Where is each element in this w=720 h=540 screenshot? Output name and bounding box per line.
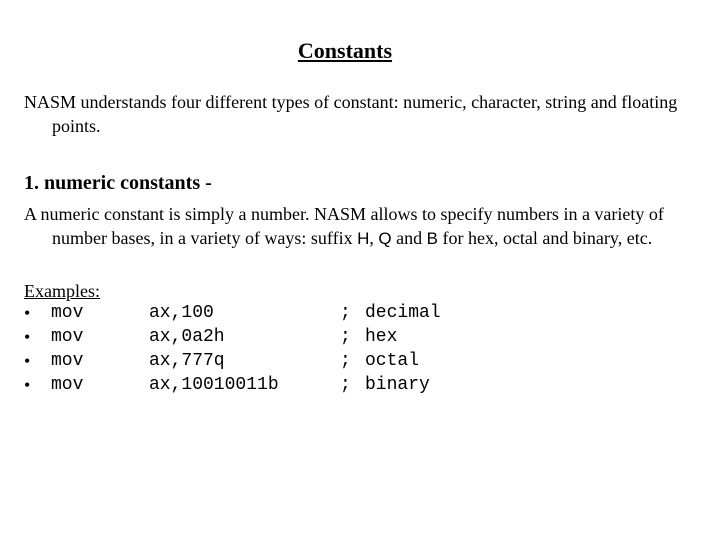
example-operands: ax,100: [149, 303, 214, 323]
example-comment: hex: [365, 327, 398, 347]
example-mnemonic: mov: [51, 303, 84, 323]
comment-separator: ;: [340, 303, 351, 323]
section-description: [24, 202, 720, 251]
comment-separator: ;: [340, 351, 351, 371]
bullet: •: [24, 327, 31, 347]
bullet: •: [24, 303, 31, 323]
bullet: •: [24, 351, 31, 371]
example-comment: octal: [365, 351, 420, 371]
example-row: [24, 375, 624, 399]
comment-separator: ;: [340, 327, 351, 347]
suffix-h: H: [357, 229, 370, 248]
separator-1: ,: [369, 228, 379, 248]
example-mnemonic: mov: [51, 351, 84, 371]
example-operands: ax,10010011b: [149, 375, 279, 395]
description-text: A numeric constant is simply a number. NASM allows to specify numbers in a variety of number bases, in a variety of ways: suffix: [24, 204, 664, 248]
example-comment: decimal: [365, 303, 441, 323]
separator-2: and: [391, 228, 427, 248]
example-mnemonic: mov: [51, 327, 84, 347]
suffix-q: Q: [378, 229, 392, 248]
comment-separator: ;: [340, 375, 351, 395]
example-row: [24, 303, 624, 327]
description-tail: for hex, octal and binary, etc.: [437, 228, 653, 248]
intro-paragraph: NASM understands four different types of constant: numeric, character, string and floating points.: [24, 92, 678, 136]
example-mnemonic: mov: [51, 375, 84, 395]
example-operands: ax,0a2h: [149, 327, 225, 347]
example-comment: binary: [365, 375, 430, 395]
slide-title: Constants: [297, 38, 393, 63]
examples-label: Examples:: [24, 281, 100, 301]
bullet: •: [24, 375, 31, 395]
suffix-b: B: [426, 229, 438, 248]
example-row: [24, 327, 624, 351]
example-operands: ax,777q: [149, 351, 225, 371]
example-row: [24, 351, 624, 375]
section-heading: 1. numeric constants -: [24, 172, 212, 194]
